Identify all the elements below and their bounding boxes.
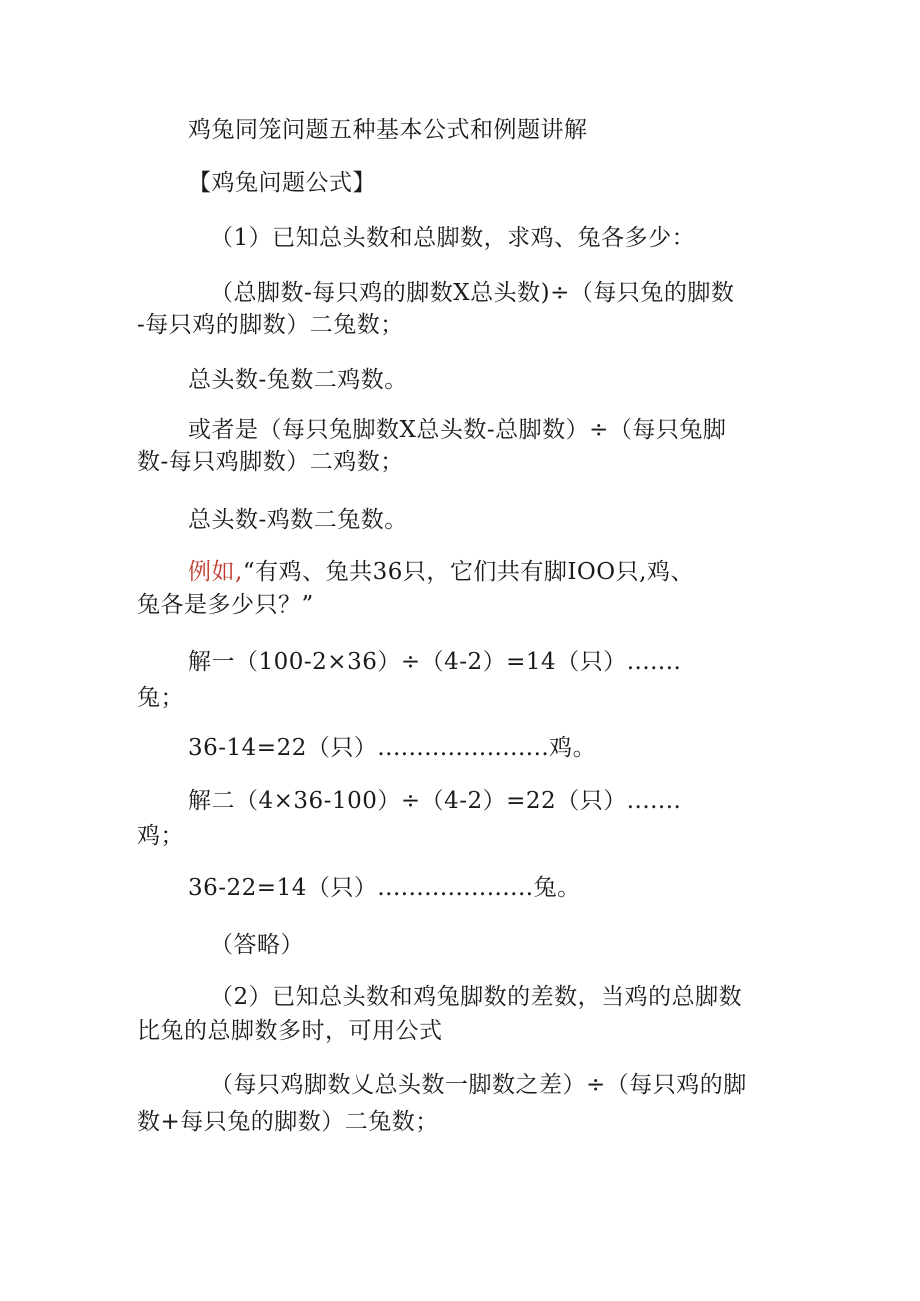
case1-formula-c-line2: 数-每只鸡脚数）二鸡数； — [137, 449, 404, 475]
case1-formula-b: 总头数-兔数二鸡数。 — [188, 367, 408, 393]
case1-heading: （1）已知总头数和总脚数，求鸡、兔各多少： — [210, 225, 696, 251]
section-heading: 【鸡兔问题公式】 — [188, 170, 376, 196]
solution1-line1: 解一（100-2×36）÷（4-2）=14（只）....... — [188, 649, 682, 675]
solution1-line3: 36-14=22（只）......................鸡。 — [188, 735, 597, 761]
document-title: 鸡兔同笼问题五种基本公式和例题讲解 — [188, 117, 588, 143]
solution2-line2: 鸡； — [137, 823, 184, 849]
case1-formula-d: 总头数-鸡数二兔数。 — [188, 507, 408, 533]
case2-heading-line2: 比兔的总脚数多时，可用公式 — [137, 1018, 443, 1044]
case2-formula-line1: （每只鸡脚数乂总头数一脚数之差）÷（每只鸡的脚 — [210, 1072, 747, 1098]
example-text-line2: 兔各是多少只？” — [137, 592, 314, 618]
case2-heading-line1: （2）已知总头数和鸡兔脚数的差数，当鸡的总脚数 — [210, 984, 743, 1010]
case1-formula-c-line1: 或者是（每只兔脚数X总头数-总脚数）÷（每只兔脚 — [188, 417, 727, 443]
example-text-line1: “有鸡、兔共36只，它们共有脚IOO只,鸡、 — [242, 559, 694, 585]
case2-formula-line2: 数+每只兔的脚数）二兔数； — [137, 1109, 439, 1135]
example-line1 — [188, 556, 694, 588]
case1-formula-a-line1: （总脚数-每只鸡的脚数X总头数)÷（每只兔的脚数 — [210, 280, 735, 306]
solution1-line2: 兔； — [137, 685, 184, 711]
solution2-line1: 解二（4×36-100）÷（4-2）=22（只）....... — [188, 788, 682, 814]
answer-omitted: （答略） — [210, 932, 304, 958]
solution2-line3: 36-22=14（只）....................兔。 — [188, 875, 581, 901]
example-label: 例如, — [188, 559, 243, 585]
case1-formula-a-line2: -每只鸡的脚数）二兔数； — [137, 312, 404, 338]
